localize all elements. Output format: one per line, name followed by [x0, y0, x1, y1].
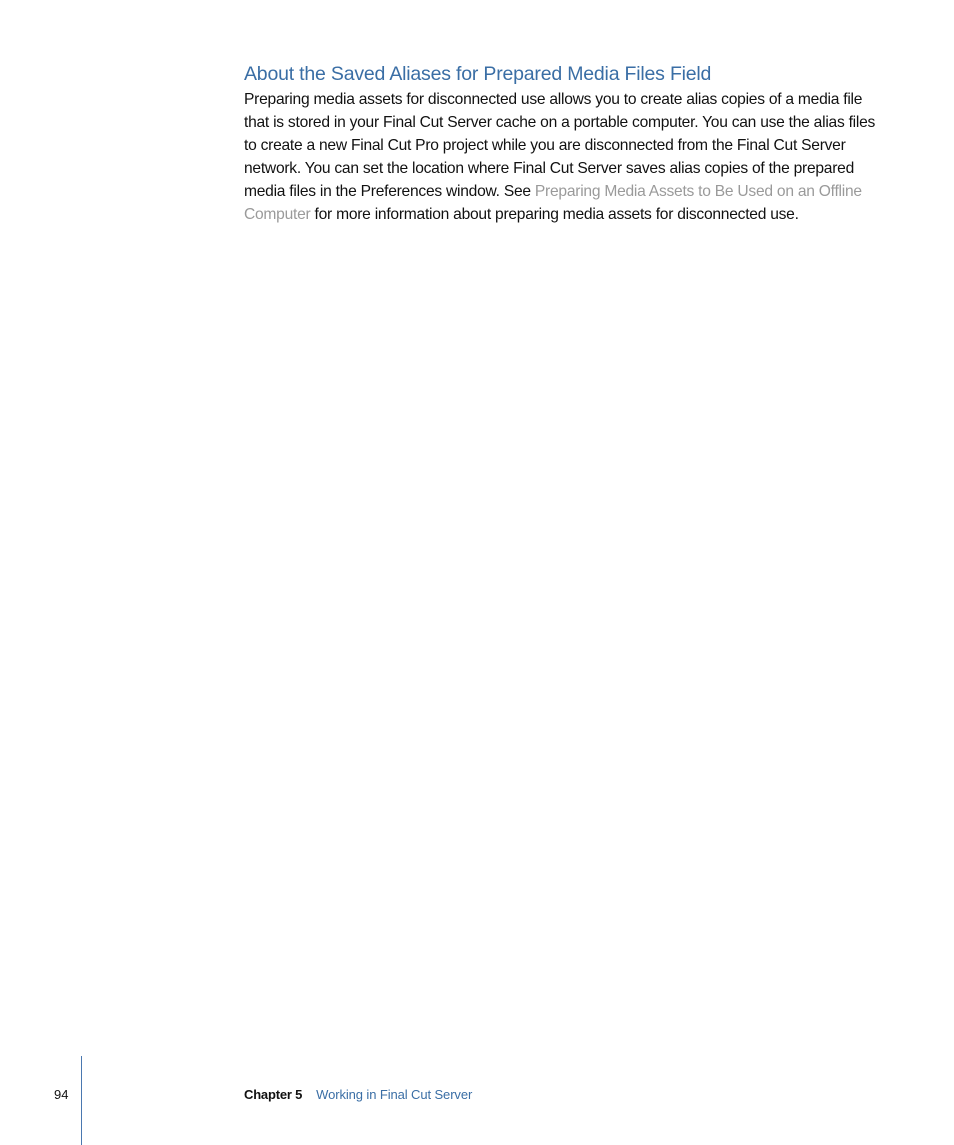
- footer-vertical-rule: [81, 1056, 82, 1145]
- footer-chapter-info: [244, 1087, 472, 1103]
- chapter-label: Chapter 5: [244, 1087, 303, 1102]
- paragraph-text-start: Preparing media assets for disconnected use allows you to create alias copies of a media file that is stored in your Final Cut Server cache on a portable computer. You can use the alias files to create a new Final Cut Pro project while you are disconnected from the Final Cut Server network. You can set the location where Final Cut Server saves alias copies of the prepared media files in the Preferences window. See: [244, 91, 876, 200]
- main-content: [244, 60, 876, 226]
- body-paragraph: [244, 88, 876, 226]
- section-heading: About the Saved Aliases for Prepared Media Files Field: [244, 63, 712, 85]
- page-number: 94: [54, 1087, 69, 1102]
- paragraph-text-end: for more information about preparing media assets for disconnected use.: [310, 206, 799, 223]
- chapter-title: Working in Final Cut Server: [316, 1087, 473, 1102]
- cross-reference-link[interactable]: Preparing Media Assets to Be Used on an Offline Computer: [244, 183, 862, 223]
